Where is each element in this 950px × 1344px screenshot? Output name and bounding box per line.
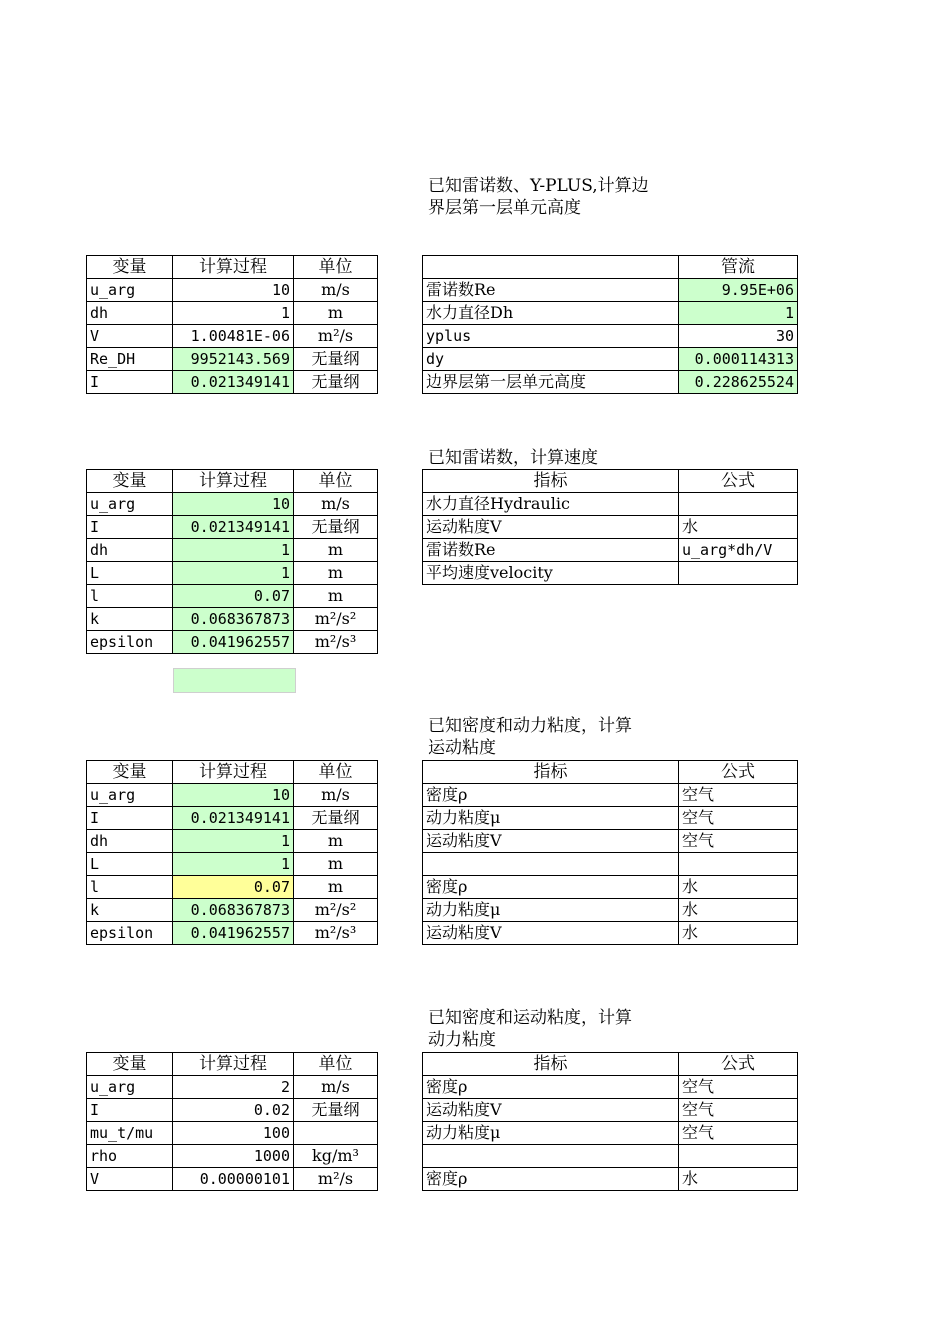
cell-unit[interactable]: 无量纲: [294, 516, 378, 539]
cell-unit[interactable]: m²/s: [294, 1168, 378, 1191]
cell-value-highlighted[interactable]: 0.07: [173, 876, 294, 899]
table-row: [87, 1145, 378, 1168]
cell-value[interactable]: 1: [173, 539, 294, 562]
cell-variable[interactable]: dh: [87, 539, 173, 562]
table-row: [423, 516, 798, 539]
cell-variable[interactable]: epsilon: [87, 922, 173, 945]
empty-green-cell[interactable]: [173, 668, 296, 693]
cell-value[interactable]: 1: [173, 853, 294, 876]
cell-value[interactable]: 0.041962557: [173, 631, 294, 654]
header-formula: 公式: [679, 470, 798, 493]
cell-value[interactable]: 0.021349141: [173, 516, 294, 539]
table-row: [423, 853, 798, 876]
table-row: [423, 922, 798, 945]
table-row: [423, 876, 798, 899]
table-row: [87, 1122, 378, 1145]
cell-value[interactable]: 10: [173, 279, 294, 302]
cell-value[interactable]: 0.02: [173, 1099, 294, 1122]
cell-variable[interactable]: u_arg: [87, 493, 173, 516]
cell-variable[interactable]: mu_t/mu: [87, 1122, 173, 1145]
cell-formula[interactable]: [679, 853, 798, 876]
cell-formula[interactable]: 空气: [679, 1076, 798, 1099]
table-header-row: [87, 1053, 378, 1076]
cell-variable[interactable]: L: [87, 562, 173, 585]
header-formula: 公式: [679, 1053, 798, 1076]
cell-unit[interactable]: m: [294, 302, 378, 325]
table-row: [87, 371, 378, 394]
cell-label[interactable]: [423, 1145, 679, 1168]
table-row: [423, 1145, 798, 1168]
cell-formula[interactable]: u_arg*dh/V: [679, 539, 798, 562]
cell-label[interactable]: 动力粘度μ: [423, 899, 679, 922]
table-row: [87, 1168, 378, 1191]
table-row: [423, 830, 798, 853]
cell-variable[interactable]: epsilon: [87, 631, 173, 654]
table-header-row: [423, 470, 798, 493]
cell-value[interactable]: 1.00481E-06: [173, 325, 294, 348]
cell-value[interactable]: 0.00000101: [173, 1168, 294, 1191]
cell-unit[interactable]: m: [294, 562, 378, 585]
cell-unit[interactable]: m: [294, 585, 378, 608]
header-formula: 公式: [679, 761, 798, 784]
cell-value[interactable]: 10: [173, 784, 294, 807]
header-variable: 变量: [87, 256, 173, 279]
table-row: [423, 325, 798, 348]
cell-unit[interactable]: m/s: [294, 279, 378, 302]
table-row: [87, 493, 378, 516]
cell-formula[interactable]: 水: [679, 876, 798, 899]
cell-label[interactable]: 平均速度velocity: [423, 562, 679, 585]
caption-kinematic-viscosity: 已知密度和动力粘度，计算 运动粘度: [428, 716, 632, 758]
table-kinematic-viscosity: [422, 760, 798, 945]
cell-label[interactable]: 水力直径Dh: [423, 302, 679, 325]
cell-formula[interactable]: 水: [679, 922, 798, 945]
cell-label[interactable]: 运动粘度V: [423, 1099, 679, 1122]
table-row: [423, 784, 798, 807]
table-row: [423, 493, 798, 516]
cell-value[interactable]: 1: [173, 302, 294, 325]
cell-label[interactable]: 水力直径Hydraulic: [423, 493, 679, 516]
table-inlet-turbulence-4: [86, 1052, 378, 1191]
cell-variable[interactable]: I: [87, 1099, 173, 1122]
table-row: [87, 325, 378, 348]
cell-value[interactable]: 0.068367873: [173, 608, 294, 631]
cell-variable[interactable]: l: [87, 876, 173, 899]
cell-value[interactable]: 0.228625524: [679, 371, 798, 394]
table-row: [423, 1099, 798, 1122]
table-row: [423, 1122, 798, 1145]
cell-label[interactable]: 运动粘度V: [423, 516, 679, 539]
cell-value[interactable]: 0.021349141: [173, 807, 294, 830]
table-header-row: [87, 761, 378, 784]
cell-label[interactable]: [423, 853, 679, 876]
table-row: [423, 807, 798, 830]
table-inlet-turbulence-2: [86, 469, 378, 654]
cell-variable[interactable]: Re_DH: [87, 348, 173, 371]
cell-unit[interactable]: m²/s²: [294, 899, 378, 922]
cell-label[interactable]: 边界层第一层单元高度: [423, 371, 679, 394]
table-row: [87, 922, 378, 945]
cell-unit[interactable]: kg/m³: [294, 1145, 378, 1168]
cell-formula[interactable]: 空气: [679, 807, 798, 830]
table-row: [87, 279, 378, 302]
cell-variable[interactable]: dh: [87, 830, 173, 853]
cell-formula[interactable]: [679, 493, 798, 516]
cell-unit[interactable]: 无量纲: [294, 348, 378, 371]
table-row: [423, 348, 798, 371]
table-row: [423, 371, 798, 394]
cell-formula[interactable]: [679, 1145, 798, 1168]
cell-unit[interactable]: m/s: [294, 784, 378, 807]
table-row: [87, 516, 378, 539]
cell-unit[interactable]: m: [294, 830, 378, 853]
header-empty: [423, 256, 679, 279]
cell-value[interactable]: 0.07: [173, 585, 294, 608]
table-row: [87, 784, 378, 807]
table-dynamic-viscosity: [422, 1052, 798, 1191]
cell-formula[interactable]: 水: [679, 516, 798, 539]
cell-variable[interactable]: dh: [87, 302, 173, 325]
table-inlet-turbulence-1: [86, 255, 378, 394]
cell-value[interactable]: 0.000114313: [679, 348, 798, 371]
cell-variable[interactable]: u_arg: [87, 279, 173, 302]
cell-formula[interactable]: 空气: [679, 1122, 798, 1145]
cell-variable[interactable]: L: [87, 853, 173, 876]
table-row: [87, 876, 378, 899]
cell-unit[interactable]: m²/s: [294, 325, 378, 348]
cell-variable[interactable]: u_arg: [87, 1076, 173, 1099]
cell-value[interactable]: 0.021349141: [173, 371, 294, 394]
cell-unit[interactable]: m: [294, 876, 378, 899]
cell-variable[interactable]: I: [87, 807, 173, 830]
table-pipe-flow: [422, 255, 798, 394]
table-row: [423, 1168, 798, 1191]
table-velocity-formula: [422, 469, 798, 585]
table-row: [87, 807, 378, 830]
header-indicator: 指标: [423, 761, 679, 784]
cell-value[interactable]: 0.041962557: [173, 922, 294, 945]
cell-label[interactable]: yplus: [423, 325, 679, 348]
table-row: [87, 899, 378, 922]
cell-unit[interactable]: m²/s³: [294, 631, 378, 654]
cell-label[interactable]: 密度ρ: [423, 1168, 679, 1191]
cell-value[interactable]: 1: [679, 302, 798, 325]
header-calc: 计算过程: [173, 470, 294, 493]
cell-label[interactable]: 运动粘度V: [423, 922, 679, 945]
table-row: [87, 608, 378, 631]
cell-label[interactable]: 运动粘度V: [423, 830, 679, 853]
header-calc: 计算过程: [173, 1053, 294, 1076]
cell-unit[interactable]: m: [294, 539, 378, 562]
cell-variable[interactable]: l: [87, 585, 173, 608]
cell-value[interactable]: 1: [173, 830, 294, 853]
caption-dynamic-viscosity: 已知密度和运动粘度，计算 动力粘度: [428, 1008, 632, 1050]
cell-variable[interactable]: I: [87, 371, 173, 394]
header-variable: 变量: [87, 470, 173, 493]
table-header-row: [423, 256, 798, 279]
header-pipe-flow: 管流: [679, 256, 798, 279]
table-row: [423, 1076, 798, 1099]
cell-label[interactable]: dy: [423, 348, 679, 371]
cell-unit[interactable]: 无量纲: [294, 807, 378, 830]
table-header-row: [87, 470, 378, 493]
table-row: [423, 539, 798, 562]
cell-label[interactable]: 动力粘度μ: [423, 1122, 679, 1145]
cell-unit[interactable]: 无量纲: [294, 371, 378, 394]
cell-formula[interactable]: 空气: [679, 830, 798, 853]
table-inlet-turbulence-3: [86, 760, 378, 945]
cell-value[interactable]: 10: [173, 493, 294, 516]
table-row: [87, 302, 378, 325]
table-row: [87, 853, 378, 876]
cell-value[interactable]: 9.95E+06: [679, 279, 798, 302]
cell-value[interactable]: 100: [173, 1122, 294, 1145]
cell-label[interactable]: 雷诺数Re: [423, 279, 679, 302]
table-row: [87, 631, 378, 654]
cell-label[interactable]: 密度ρ: [423, 1076, 679, 1099]
cell-value[interactable]: 2: [173, 1076, 294, 1099]
cell-variable[interactable]: u_arg: [87, 784, 173, 807]
cell-value[interactable]: 1: [173, 562, 294, 585]
header-variable: 变量: [87, 761, 173, 784]
cell-formula[interactable]: 空气: [679, 1099, 798, 1122]
cell-variable[interactable]: rho: [87, 1145, 173, 1168]
cell-label[interactable]: 雷诺数Re: [423, 539, 679, 562]
cell-value[interactable]: 1000: [173, 1145, 294, 1168]
header-indicator: 指标: [423, 1053, 679, 1076]
header-unit: 单位: [294, 470, 378, 493]
cell-label[interactable]: 密度ρ: [423, 784, 679, 807]
cell-formula[interactable]: 水: [679, 899, 798, 922]
cell-value[interactable]: 9952143.569: [173, 348, 294, 371]
table-row: [87, 348, 378, 371]
table-header-row: [87, 256, 378, 279]
table-row: [423, 899, 798, 922]
caption-velocity-from-re: 已知雷诺数，计算速度: [428, 448, 598, 468]
cell-label[interactable]: 动力粘度μ: [423, 807, 679, 830]
table-header-row: [423, 761, 798, 784]
cell-variable[interactable]: I: [87, 516, 173, 539]
table-row: [87, 539, 378, 562]
cell-variable[interactable]: k: [87, 608, 173, 631]
cell-unit[interactable]: m/s: [294, 493, 378, 516]
table-header-row: [423, 1053, 798, 1076]
cell-variable[interactable]: k: [87, 899, 173, 922]
cell-unit[interactable]: 无量纲: [294, 1099, 378, 1122]
cell-value[interactable]: 0.068367873: [173, 899, 294, 922]
header-indicator: 指标: [423, 470, 679, 493]
table-row: [87, 562, 378, 585]
header-unit: 单位: [294, 1053, 378, 1076]
table-row: [87, 1099, 378, 1122]
header-unit: 单位: [294, 256, 378, 279]
table-row: [87, 585, 378, 608]
header-unit: 单位: [294, 761, 378, 784]
cell-variable[interactable]: V: [87, 1168, 173, 1191]
cell-formula[interactable]: 空气: [679, 784, 798, 807]
cell-unit[interactable]: m/s: [294, 1076, 378, 1099]
header-calc: 计算过程: [173, 761, 294, 784]
cell-formula[interactable]: [679, 562, 798, 585]
cell-variable[interactable]: V: [87, 325, 173, 348]
cell-unit[interactable]: [294, 1122, 378, 1145]
cell-unit[interactable]: m²/s²: [294, 608, 378, 631]
header-calc: 计算过程: [173, 256, 294, 279]
table-row: [87, 1076, 378, 1099]
cell-formula[interactable]: 水: [679, 1168, 798, 1191]
table-row: [423, 279, 798, 302]
table-row: [423, 302, 798, 325]
cell-unit[interactable]: m: [294, 853, 378, 876]
cell-label[interactable]: 密度ρ: [423, 876, 679, 899]
cell-unit[interactable]: m²/s³: [294, 922, 378, 945]
cell-value[interactable]: 30: [679, 325, 798, 348]
table-row: [87, 830, 378, 853]
caption-yplus-first-layer: 已知雷诺数、Y-PLUS,计算边 界层第一层单元高度: [428, 176, 649, 218]
table-row: [423, 562, 798, 585]
header-variable: 变量: [87, 1053, 173, 1076]
